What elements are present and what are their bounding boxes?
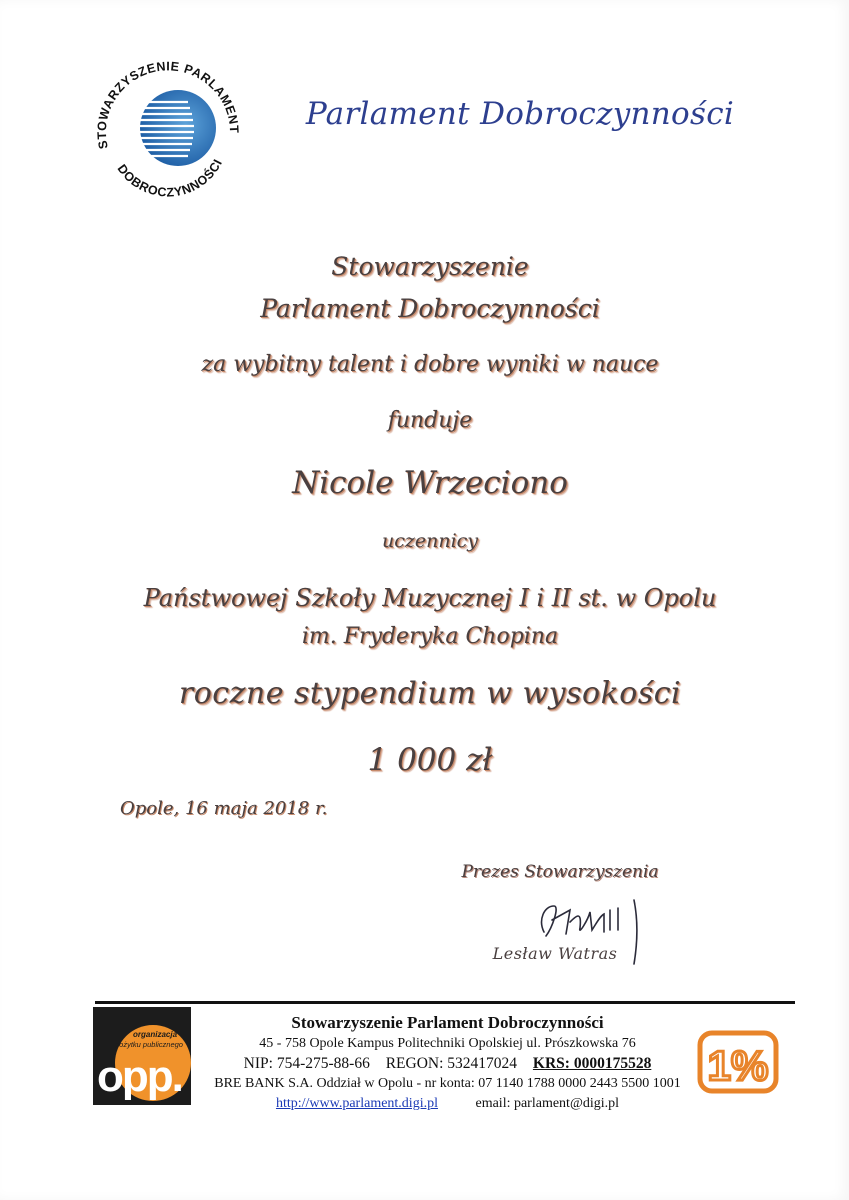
school-line-1: Państwowej Szkoły Muzycznej I i II st. w Opolu xyxy=(143,584,717,612)
svg-text:pożytku publicznego: pożytku publicznego xyxy=(115,1040,183,1049)
verb-text: funduje xyxy=(387,408,473,433)
header-title: Parlament Dobroczynności xyxy=(305,96,735,132)
footer-contact-block xyxy=(200,1012,695,1115)
reason-text: za wybitny talent i dobre wyniki w nauce xyxy=(201,352,659,377)
footer-identifiers xyxy=(200,1053,695,1074)
opp-logo xyxy=(93,1007,191,1105)
footer-address: 45 - 758 Opole Kampus Politechniki Opolskiej ul. Prószkowska 76 xyxy=(259,1036,636,1051)
footer-bank-account: BRE BANK S.A. Oddział w Opolu - nr konta: 07 1140 1788 0000 2443 5500 1001 xyxy=(214,1076,681,1091)
footer-divider xyxy=(95,1001,795,1004)
issue-date: Opole, 16 maja 2018 r. xyxy=(120,798,328,819)
regon-number: REGON: 532417024 xyxy=(385,1055,518,1072)
award-amount: 1 000 zł xyxy=(367,742,493,778)
nip-number: NIP: 754-275-88-66 xyxy=(243,1055,370,1072)
svg-text:organizacja: organizacja xyxy=(133,1030,178,1039)
recipient-name: Nicole Wrzeciono xyxy=(292,465,568,501)
krs-number: KRS: 0000175528 xyxy=(532,1055,652,1072)
org-line-1: Stowarzyszenie xyxy=(331,252,529,281)
recipient-role: uczennicy xyxy=(381,530,479,552)
svg-text:opp.: opp. xyxy=(97,1052,182,1101)
signer-name: Lesław Watras xyxy=(492,944,618,963)
footer-links xyxy=(200,1093,695,1115)
svg-text:STOWARZYSZENIE PARLAMENT: STOWARZYSZENIE PARLAMENT xyxy=(94,59,242,151)
svg-text:DOBROCZYNNOŚCI: DOBROCZYNNOŚCI xyxy=(114,156,226,200)
website-link[interactable]: http://www.parlament.digi.pl xyxy=(275,1096,438,1111)
signer-position: Prezes Stowarzyszenia xyxy=(461,862,659,882)
award-text: roczne stypendium w wysokości xyxy=(178,676,682,711)
footer-org-name: Stowarzyszenie Parlament Dobroczynności xyxy=(291,1013,604,1032)
email-address: email: parlament@digi.pl xyxy=(475,1096,620,1111)
org-line-2: Parlament Dobroczynności xyxy=(260,294,600,323)
school-line-2: im. Fryderyka Chopina xyxy=(301,624,559,649)
percent-logo-text: 1% xyxy=(707,1042,769,1089)
one-percent-logo xyxy=(697,1030,779,1094)
association-seal-logo xyxy=(78,40,258,220)
